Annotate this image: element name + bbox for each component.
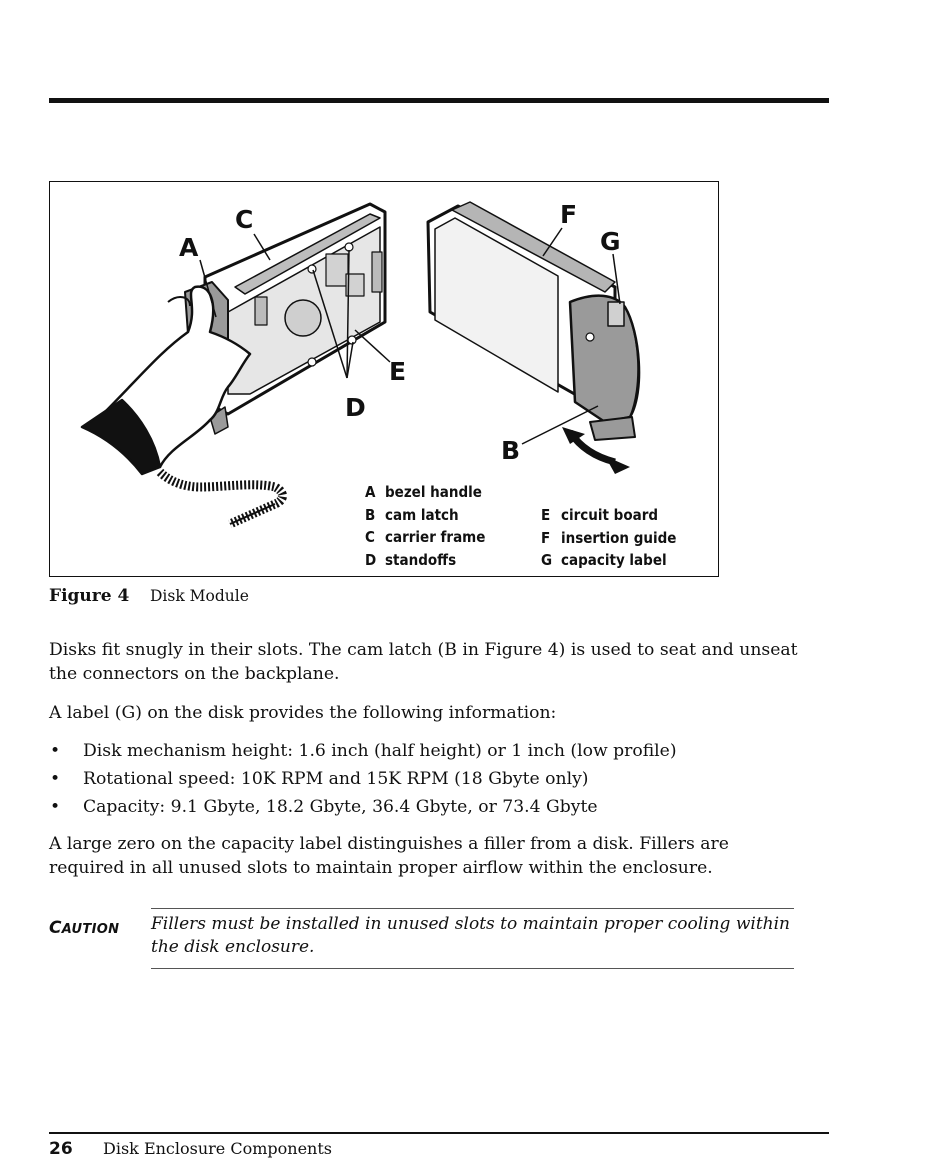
list-item: • Disk mechanism height: 1.6 inch (half height) or 1 inch (low profile) <box>49 737 677 765</box>
footer-section-title: Disk Enclosure Components <box>103 1139 332 1158</box>
body-paragraph-2: A label (G) on the disk provides the following information: <box>49 703 557 723</box>
figure-legend-left <box>365 481 485 571</box>
header-rule <box>49 98 829 103</box>
figure-legend-right <box>541 504 676 572</box>
callout-d: D <box>345 393 366 422</box>
callout-f: F <box>560 200 578 229</box>
bullet-icon: • <box>50 769 61 789</box>
legend-item: E circuit board <box>541 506 659 524</box>
callout-e: E <box>389 357 407 386</box>
footer-rule <box>49 1132 829 1134</box>
list-item: • Capacity: 9.1 Gbyte, 18.2 Gbyte, 36.4 Gbyte, or 73.4 Gbyte <box>49 793 677 821</box>
figure-number: Figure 4 <box>49 586 130 606</box>
bullet-icon: • <box>50 741 61 761</box>
callout-c: C <box>235 205 254 234</box>
caution-bottom-rule <box>151 968 794 969</box>
legend-item: D standoffs <box>365 550 457 569</box>
body-paragraph-3: A large zero on the capacity label distinguishes a filler from a disk. Fillers are required in all unused slots to maintain proper airflow within the enclosure. <box>49 834 729 878</box>
caution-text: Fillers must be installed in unused slots to maintain proper cooling within the disk enclosure. <box>151 914 790 957</box>
caution-label: CAUTION <box>49 918 120 938</box>
legend-item: C carrier frame <box>365 528 486 546</box>
info-bullet-list <box>49 737 677 821</box>
callout-a: A <box>179 233 199 262</box>
bullet-icon: • <box>50 797 61 817</box>
legend-item: F insertion guide <box>541 528 677 547</box>
legend-item: B cam latch <box>365 505 459 524</box>
legend-item: G capacity label <box>541 551 667 569</box>
body-paragraph-1: Disks fit snugly in their slots. The cam latch (B in Figure 4) is used to seat and unseat the connectors on the backplane. <box>49 640 798 684</box>
page-number: 26 <box>49 1139 73 1159</box>
callout-b: B <box>501 436 521 465</box>
figure-title: Disk Module <box>150 587 249 605</box>
callout-g: G <box>600 227 621 256</box>
list-item: • Rotational speed: 10K RPM and 15K RPM (18 Gbyte only) <box>49 765 677 793</box>
figure-caption <box>49 586 249 606</box>
figure-disk-module <box>49 181 719 577</box>
legend-item: A bezel handle <box>365 483 482 501</box>
caution-top-rule <box>151 908 794 909</box>
